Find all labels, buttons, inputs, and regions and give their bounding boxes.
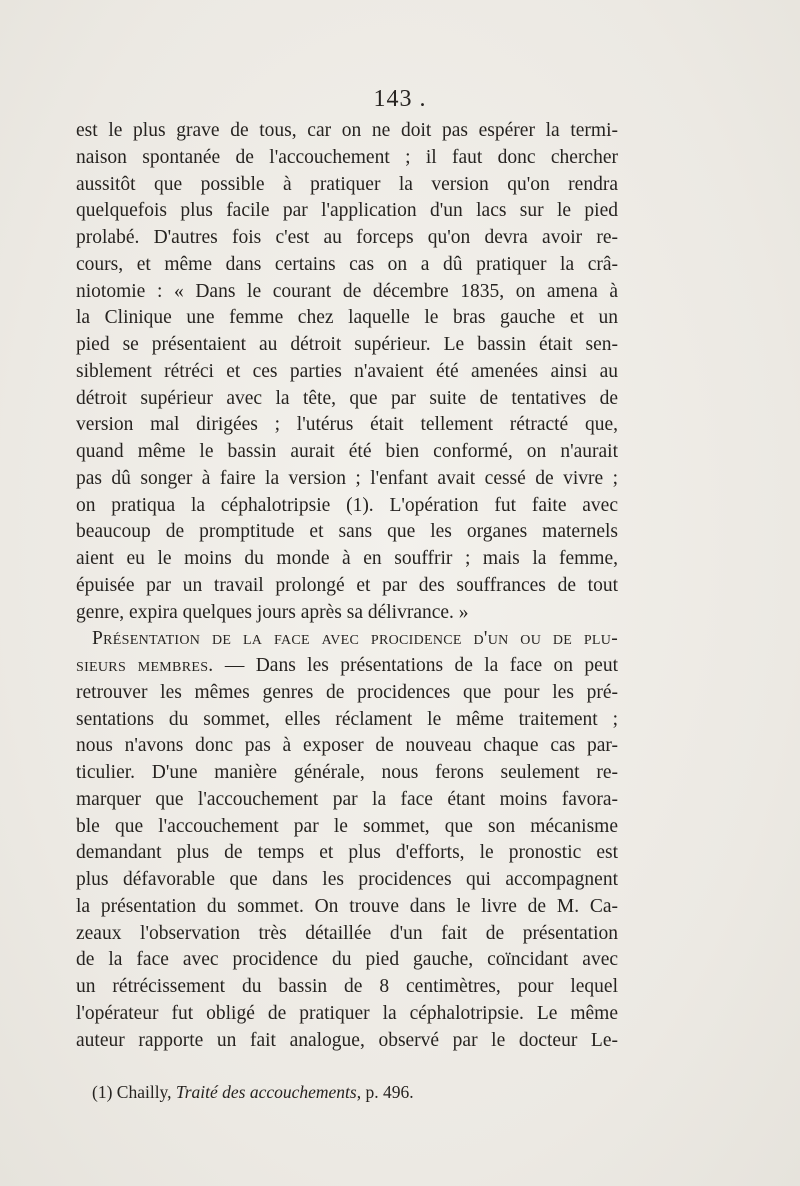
text-line: retrouver les mêmes genres de procidences que pour les pré- (76, 681, 618, 703)
text-line: zeaux l'observation très détaillée d'un fait de présentation (76, 922, 618, 944)
text-line: on pratiqua la céphalotripsie (1). L'opération fut faite avec (76, 494, 618, 516)
text-line: détroit supérieur avec la tête, que par suite de tentatives de (76, 387, 618, 409)
section-heading: Présentation de la face avec procidence d'un ou de plu- (92, 628, 618, 650)
footnote (92, 1082, 612, 1103)
footnote-page: , p. 496. (356, 1082, 414, 1102)
text-line: quelquefois plus facile par l'application d'un lacs sur le pied (76, 200, 618, 222)
text-line: la présentation du sommet. On trouve dans le livre de M. Ca- (76, 895, 618, 917)
text-line: naison spontanée de l'accouchement ; il faut donc chercher (76, 146, 618, 168)
text-line: pas dû songer à faire la version ; l'enfant avait cessé de vivre ; (76, 467, 618, 489)
text-line: demandant plus de temps et plus d'efforts, le pronostic est (76, 842, 618, 864)
text-line: un rétrécissement du bassin de 8 centimètres, pour lequel (76, 976, 618, 997)
text-line: siblement rétréci et ces parties n'avaient été amenées ainsi au (76, 360, 618, 382)
text-line: sentations du sommet, elles réclament le même traitement ; (76, 708, 618, 730)
text-line: est le plus grave de tous, car on ne doit pas espérer la termi- (76, 120, 618, 141)
text-line: pied se présentaient au détroit supérieur. Le bassin était sen- (76, 334, 618, 355)
text-line: ticulier. D'une manière générale, nous ferons seulement re- (76, 762, 618, 783)
text-line: niotomie : « Dans le courant de décembre 1835, on amena à (76, 280, 618, 302)
section-heading-continuation (76, 653, 618, 680)
section-heading-end: sieurs membres. (76, 655, 214, 676)
text-line: cours, et même dans certains cas on a dû pratiquer la crâ- (76, 253, 618, 275)
footnote-title: Traité des accouchements (175, 1082, 357, 1102)
text-line: aussitôt que possible à pratiquer la version qu'on rendra (76, 173, 618, 195)
text-line: marquer que l'accouchement par la face étant moins favora- (76, 788, 618, 810)
text-line: beaucoup de promptitude et sans que les organes maternels (76, 521, 618, 543)
text-line: ble que l'accouchement par le sommet, que son mécanisme (76, 815, 618, 837)
text-line: épuisée par un travail prolongé et par des souffrances de tout (76, 574, 618, 596)
text-line: nous n'avons donc pas à exposer de nouveau chaque cas par- (76, 735, 618, 757)
footnote-author: Chailly, (112, 1082, 176, 1102)
text-line: aient eu le moins du monde à en souffrir ; mais la femme, (76, 548, 618, 569)
footnote-marker: (1) (92, 1082, 113, 1102)
section-text: — Dans les présentations de la face on peut (213, 655, 618, 676)
text-line: de la face avec procidence du pied gauche, coïncidant avec (76, 949, 618, 971)
text-line: auteur rapporte un fait analogue, observé par le docteur Le- (76, 1029, 618, 1051)
text-line: version mal dirigées ; l'utérus était tellement rétracté que, (76, 414, 618, 436)
body-text (76, 118, 618, 1054)
text-line: la Clinique une femme chez laquelle le bras gauche et un (76, 307, 618, 329)
text-line: genre, expira quelques jours après sa délivrance. » (76, 601, 469, 623)
text-line: quand même le bassin aurait été bien conformé, on n'aurait (76, 441, 618, 462)
text-line: plus défavorable que dans les procidences qui accompagnent (76, 869, 618, 890)
text-line: l'opérateur fut obligé de pratiquer la céphalotripsie. Le même (76, 1002, 618, 1024)
text-line: prolabé. D'autres fois c'est au forceps qu'on devra avoir re- (76, 227, 618, 248)
page-number: 143 . (373, 86, 427, 112)
